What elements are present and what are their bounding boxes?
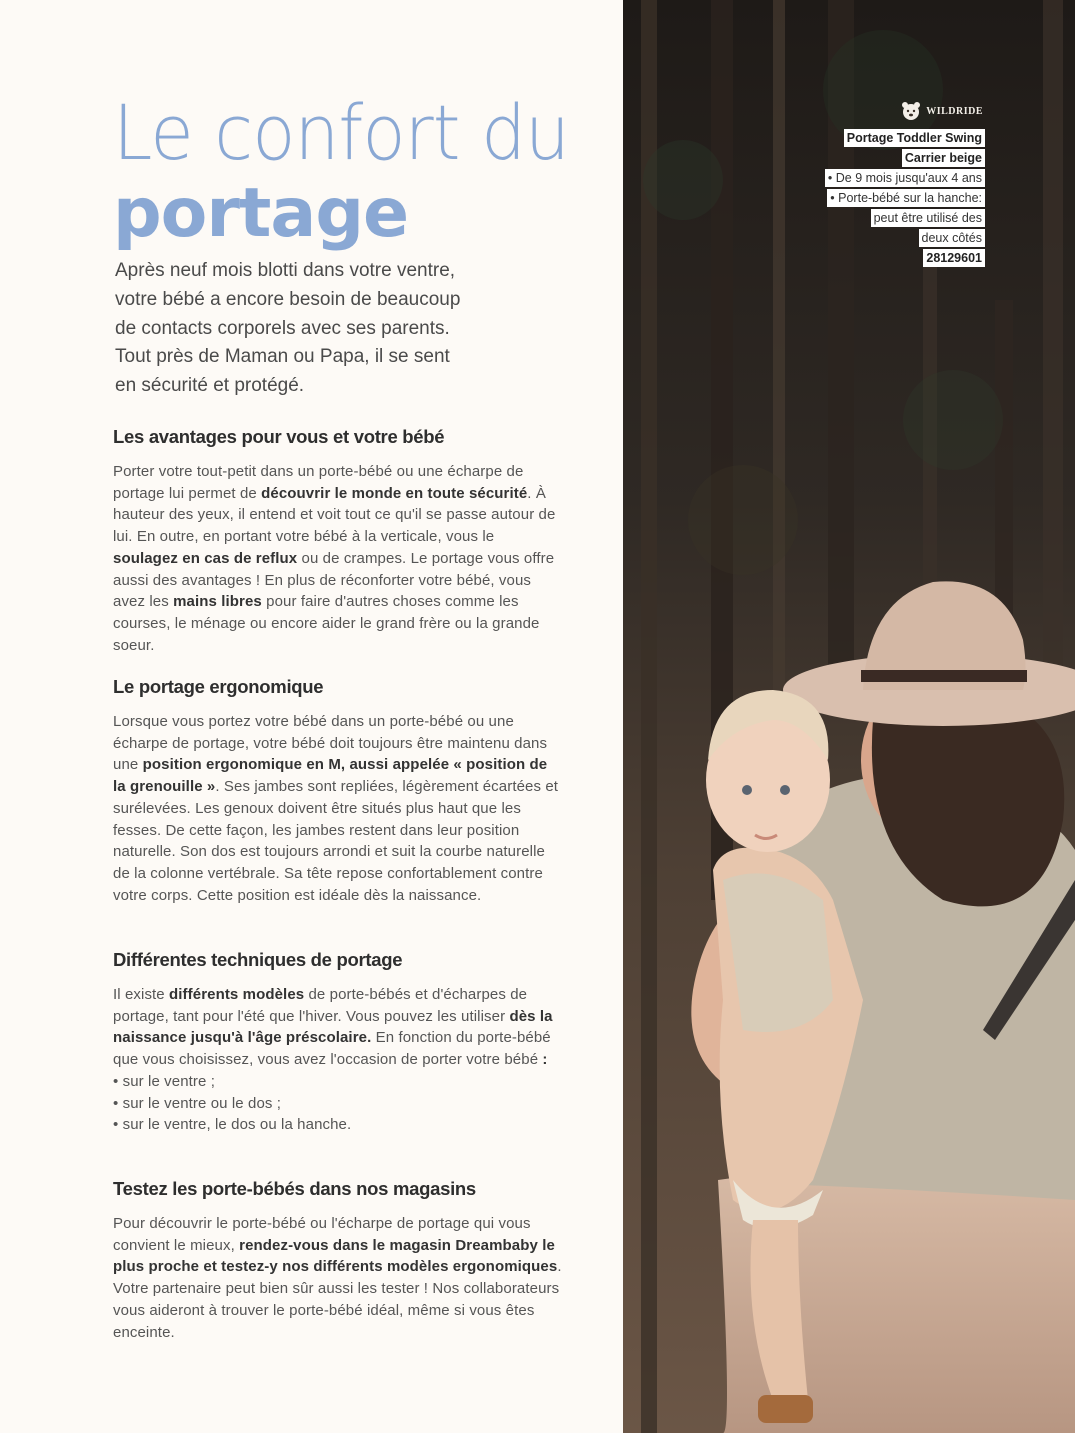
intro-line: Après neuf mois blotti dans votre ventre, — [115, 260, 456, 281]
text-run: Lorsque vous portez votre bébé dans un porte-bébé ou une écharpe de portage, votre bébé doit toujours être maintenu dans une — [113, 713, 548, 774]
section-body — [113, 711, 563, 906]
intro-text — [115, 257, 595, 401]
intro-line: votre bébé a encore besoin de beaucoup — [115, 288, 461, 310]
text-run: Porter votre tout-petit dans un porte-bébé ou une écharpe de portage lui permet de — [113, 463, 524, 502]
section-ergonomic — [113, 675, 563, 906]
bold-run: différents modèles — [169, 986, 305, 1003]
product-name: Portage Toddler Swing — [844, 129, 985, 147]
section-advantages — [113, 425, 563, 656]
page-title-line1: Le confort du — [113, 88, 569, 177]
text-run: ou de crampes. Le portage vous offre aussi des avantages ! En plus de réconforter votre bébé, vous avez les — [113, 549, 555, 611]
text-run: Pour découvrir le porte-bébé ou l'écharpe de portage qui vous convient le mieux, — [113, 1215, 531, 1254]
product-feature: deux côtés — [919, 229, 985, 247]
text-run: . Votre partenaire peut bien sûr aussi les tester ! Nos collaborateurs vous aideront à trouver le porte-bébé idéal, même si vous êtes enceinte. — [113, 1258, 562, 1341]
bold-run: rendez-vous dans le magasin Dreambaby le plus proche et testez-y nos différents modèles ergonomiques — [113, 1236, 558, 1276]
section-heading: Les avantages pour vous et votre bébé — [113, 426, 445, 447]
product-feature: • De 9 mois jusqu'aux 4 ans — [825, 169, 985, 187]
section-body — [113, 984, 563, 1136]
product-feature: • Porte-bébé sur la hanche: — [827, 189, 985, 207]
bullet-item: • sur le ventre ; — [113, 1072, 215, 1090]
bold-run: soulagez en cas de reflux — [113, 549, 298, 567]
product-info-tags — [825, 129, 985, 267]
text-run: . Ses jambes sont repliées, légèrement écartées et surélevées. Les genoux doivent être situés plus haut que les fesses. De cette façon, les jambes restent dans leur position naturelle. Son dos est toujours arrondi et suit la courbe naturelle de la colonne vertébrale. Sa tête repose confortablement contre votre corps. Cette position est idéale dès la naissance. — [113, 778, 559, 904]
product-variant: Carrier beige — [902, 149, 985, 167]
bold-run: dès la naissance jusqu'à l'âge préscolaire. — [113, 1007, 553, 1047]
section-body — [113, 461, 563, 656]
text-run: En fonction du porte-bébé que vous choisissez, vous avez l'occasion de porter votre bébé — [113, 1029, 551, 1069]
bold-run: position ergonomique en M, aussi appelée « position de la grenouille » — [113, 756, 548, 796]
bullet-item: • sur le ventre ou le dos ; — [113, 1094, 282, 1112]
section-body — [113, 1213, 563, 1343]
intro-line: de contacts corporels avec ses parents. — [115, 317, 450, 339]
bold-run: : — [542, 1051, 548, 1069]
section-heading: Testez les porte-bébés dans nos magasins — [113, 1178, 476, 1199]
page-title-line2: portage — [113, 174, 409, 253]
product-feature: peut être utilisé des — [871, 209, 985, 227]
text-run: . À hauteur des yeux, il entend et voit tout ce qu'il se passe autour de lui. En outre, en portant votre bébé à la verticale, vous le — [113, 484, 556, 546]
bold-run: découvrir le monde en toute sécurité — [261, 484, 528, 502]
section-stores — [113, 1177, 563, 1343]
section-heading: Le portage ergonomique — [113, 676, 324, 697]
text-run: pour faire d'autres choses comme les courses, le ménage ou encore aider le grand frère ou la grande soeur. — [113, 593, 540, 654]
bold-run: mains libres — [173, 593, 262, 611]
brand-name: WILDRIDE — [926, 105, 983, 117]
bullet-item: • sur le ventre, le dos ou la hanche. — [113, 1116, 352, 1134]
intro-line: Tout près de Maman ou Papa, il se sent — [115, 346, 450, 368]
product-code: 28129601 — [923, 249, 985, 267]
text-run: Il existe — [113, 986, 170, 1003]
section-heading: Différentes techniques de portage — [113, 949, 403, 970]
photo-mother-baby — [623, 0, 1075, 1433]
brand-logo — [901, 101, 983, 121]
bear-head-icon — [901, 101, 921, 121]
text-run: de porte-bébés et d'écharpes de portage, tant pour l'été que l'hiver. Vous pouvez les utiliser — [113, 986, 528, 1025]
intro-line: en sécurité et protégé. — [115, 375, 305, 397]
section-techniques — [113, 948, 563, 1136]
